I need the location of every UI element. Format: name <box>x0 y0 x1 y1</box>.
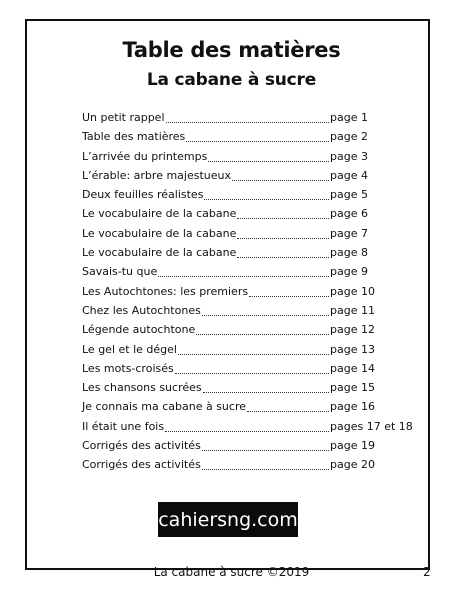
toc-leader-dots <box>237 204 329 219</box>
toc-entry <box>82 320 412 339</box>
toc-entry <box>82 378 412 397</box>
toc-leader-dots <box>175 359 329 374</box>
toc-entry-page: page 7 <box>330 226 368 240</box>
toc-leader-dots <box>178 340 329 355</box>
toc-entry <box>82 301 412 320</box>
toc-entry-page: page 20 <box>330 458 375 472</box>
page-number: 2 <box>423 565 431 579</box>
page-subtitle: La cabane à sucre <box>146 70 317 90</box>
toc-entry-page: page 3 <box>330 149 368 163</box>
toc-leader-dots <box>249 282 329 297</box>
toc-entry-label: Deux feuilles réalistes <box>82 188 204 202</box>
toc-entry-page: page 1 <box>330 111 368 124</box>
table-of-contents <box>82 108 412 475</box>
toc-leader-dots <box>203 378 329 393</box>
toc-entry-page: page 4 <box>330 168 368 182</box>
toc-entry-label: Les chansons sucrées <box>82 381 202 395</box>
toc-entry-label: Les mots-croisés <box>82 361 174 375</box>
toc-leader-dots <box>232 166 329 181</box>
toc-entry-label: Corrigés des activités <box>82 458 201 472</box>
toc-entry-label: Je connais ma cabane à sucre <box>82 400 246 414</box>
toc-entry-page: page 12 <box>330 323 375 337</box>
toc-entry <box>82 185 412 204</box>
toc-leader-dots <box>186 127 329 142</box>
toc-entry-label: L’érable: arbre majestueux <box>82 168 231 182</box>
toc-entry-page: page 9 <box>330 265 368 279</box>
toc-entry-label: Le vocabulaire de la cabane <box>82 207 237 221</box>
toc-entry <box>82 262 412 281</box>
toc-entry <box>82 166 412 185</box>
toc-entry <box>82 417 412 436</box>
toc-entry-label: Table des matières <box>82 130 186 144</box>
toc-leader-dots <box>196 320 329 335</box>
toc-entry-label: Les Autochtones: les premiers <box>82 284 249 298</box>
toc-leader-dots <box>208 147 329 162</box>
toc-entry-label: Chez les Autochtones <box>82 303 201 317</box>
toc-entry-page: page 2 <box>330 130 368 144</box>
toc-entry-page: page 13 <box>330 342 375 356</box>
toc-entry-page: pages 17 et 18 <box>330 419 413 433</box>
toc-entry-page: page 16 <box>330 400 375 414</box>
footer-text: La cabane à sucre ©2019 <box>153 565 310 579</box>
toc-entry-label: Il était une fois <box>82 419 165 433</box>
toc-entry-label: Le vocabulaire de la cabane <box>82 246 237 260</box>
toc-leader-dots <box>202 301 329 316</box>
page-title: Table des matières <box>122 38 341 62</box>
toc-entry <box>82 243 412 262</box>
toc-entry-label: L’arrivée du printemps <box>82 149 208 163</box>
toc-entry-page: page 8 <box>330 246 368 260</box>
toc-entry-page: page 6 <box>330 207 368 221</box>
toc-entry <box>82 455 412 474</box>
logo-text: cahiersng.com <box>158 508 298 531</box>
toc-entry-page: page 15 <box>330 381 375 395</box>
toc-leader-dots <box>202 455 329 470</box>
toc-leader-dots <box>237 243 329 258</box>
toc-entry <box>82 359 412 378</box>
toc-leader-dots <box>165 417 329 432</box>
toc-entry-page: page 10 <box>330 284 375 298</box>
toc-entry-label: Savais-tu que <box>82 265 158 279</box>
toc-entry <box>82 224 412 243</box>
toc-leader-dots <box>204 185 329 200</box>
toc-entry-label: Un petit rappel <box>82 111 165 124</box>
toc-leader-dots <box>247 397 329 412</box>
toc-entry-label: Le vocabulaire de la cabane <box>82 226 237 240</box>
toc-entry-page: page 5 <box>330 188 368 202</box>
toc-entry-page: page 11 <box>330 303 375 317</box>
toc-entry-page: page 14 <box>330 361 375 375</box>
toc-entry <box>82 436 412 455</box>
toc-entry <box>82 127 412 146</box>
toc-entry <box>82 108 412 127</box>
toc-entry <box>82 397 412 416</box>
toc-entry-label: Corrigés des activités <box>82 439 201 453</box>
toc-leader-dots <box>202 436 329 451</box>
toc-entry-label: Légende autochtone <box>82 323 196 337</box>
toc-entry <box>82 204 412 223</box>
cahiersng-logo <box>158 502 298 537</box>
toc-entry <box>82 340 412 359</box>
toc-entry-label: Le gel et le dégel <box>82 342 177 356</box>
toc-entry-page: page 19 <box>330 439 375 453</box>
toc-leader-dots <box>237 224 329 239</box>
toc-entry <box>82 282 412 301</box>
toc-leader-dots <box>166 108 330 123</box>
toc-leader-dots <box>158 262 329 277</box>
toc-entry <box>82 147 412 166</box>
